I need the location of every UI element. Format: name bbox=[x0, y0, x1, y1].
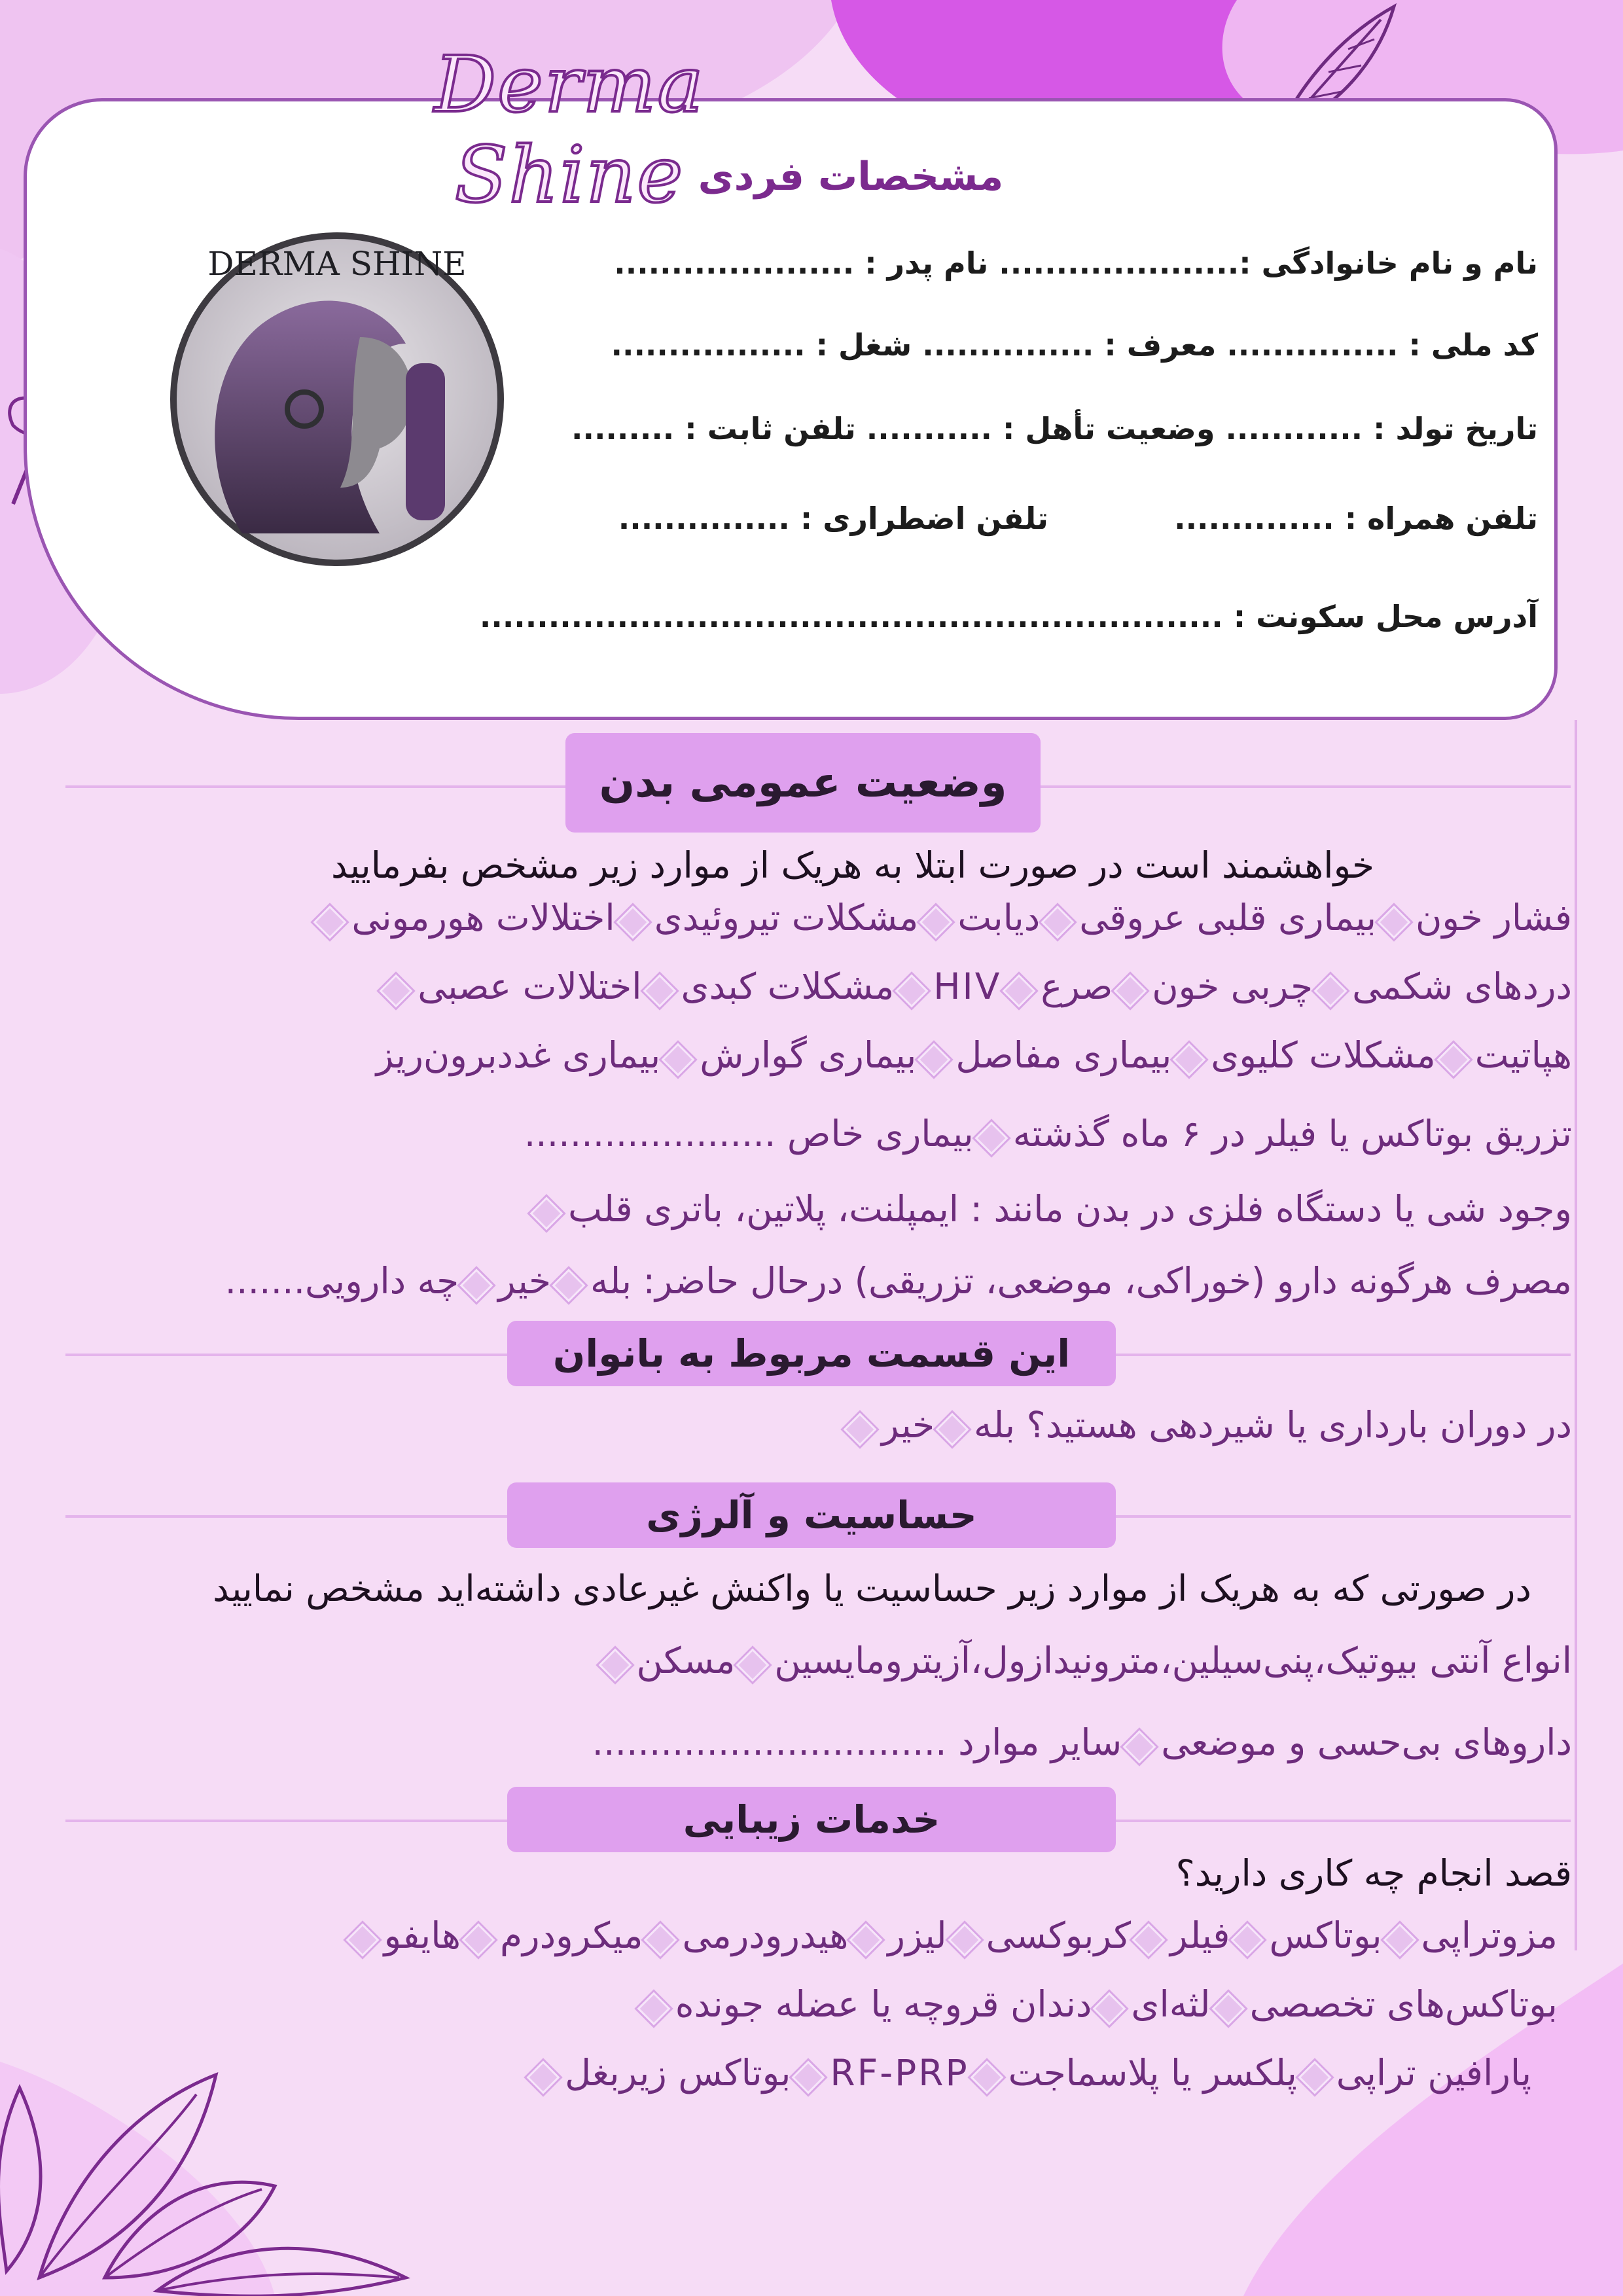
checkbox[interactable] bbox=[666, 1043, 694, 1072]
checkbox-yes[interactable] bbox=[940, 1413, 969, 1442]
health-row-2 bbox=[378, 965, 1572, 1007]
checkbox[interactable] bbox=[1127, 1731, 1156, 1759]
item-label: فیلر bbox=[1170, 1914, 1230, 1956]
item-label: مشکلات کبدی bbox=[681, 965, 895, 1007]
field-row-birth[interactable]: تاریخ تولد : ............ وضعیت تأهل : ........... تلفن ثابت : ......... bbox=[571, 411, 1538, 446]
item-label: بیماری گوارش bbox=[700, 1034, 917, 1076]
item-label: مسکن bbox=[636, 1640, 736, 1681]
item-label: تزریق بوتاکس یا فیلر در ۶ ماه گذشته bbox=[1012, 1113, 1572, 1155]
item-label: کربوکسی bbox=[986, 1914, 1131, 1956]
item-label: دندان قروچه یا عضله جونده bbox=[675, 1983, 1092, 2025]
checkbox[interactable] bbox=[1136, 1924, 1165, 1952]
item-label[interactable]: سایر موارد ............................... bbox=[592, 1721, 1122, 1763]
checkbox[interactable] bbox=[1235, 1924, 1264, 1952]
allergy-row-1 bbox=[597, 1640, 1572, 1681]
item-label: RF-PRP bbox=[830, 2052, 969, 2094]
allergy-intro: در صورتی که به هریک از موارد زیر حساسیت یا واکنش غیرعادی داشته‌اید مشخص نمایید bbox=[213, 1568, 1531, 1609]
beauty-row-3 bbox=[526, 2052, 1531, 2094]
checkbox[interactable] bbox=[1318, 975, 1347, 1003]
logo-text: DERMA SHINE bbox=[207, 245, 467, 283]
checkbox[interactable] bbox=[531, 2061, 560, 2090]
item-label: اختلالات هورمونی bbox=[351, 897, 615, 939]
checkbox[interactable] bbox=[641, 1992, 670, 2021]
checkbox[interactable] bbox=[534, 1197, 563, 1226]
item-label: دیابت bbox=[957, 897, 1041, 939]
field-row-address[interactable]: آدرس محل سکونت : ................................................................. bbox=[479, 599, 1538, 634]
item-label: پلکسر یا پلاسماجت bbox=[1008, 2052, 1297, 2094]
item-label: بیماری غددبرون‌ریز bbox=[376, 1034, 661, 1076]
item-label: انواع آنتی بیوتیک،پنی‌سیلین،مترونیدازول،آزیترومایسین bbox=[774, 1640, 1572, 1681]
item-label: در دوران بارداری یا شیردهی هستید؟ بله bbox=[974, 1404, 1572, 1446]
checkbox[interactable] bbox=[796, 2061, 825, 2090]
allergy-row-2 bbox=[592, 1721, 1572, 1763]
brand-logo bbox=[164, 226, 510, 573]
checkbox[interactable] bbox=[740, 1649, 769, 1677]
item-label: خیر bbox=[498, 1260, 552, 1302]
checkbox[interactable] bbox=[974, 2061, 1003, 2090]
item-label: چربی خون bbox=[1152, 965, 1313, 1007]
general-health-intro: خواهشمند است در صورت ابتلا به هریک از موارد زیر مشخص بفرمایید bbox=[330, 844, 1374, 886]
health-row-5 bbox=[529, 1188, 1572, 1230]
health-row-6 bbox=[225, 1260, 1572, 1302]
item-label: وجود شی یا دستگاه فلزی در بدن مانند : ایمپلنت، پلاتین، باتری قلب bbox=[568, 1188, 1572, 1230]
checkbox[interactable] bbox=[647, 975, 676, 1003]
item-label: مزوتراپی bbox=[1421, 1914, 1558, 1956]
item-label: دردهای شکمی bbox=[1352, 965, 1572, 1007]
item-label: مشکلات تیروئیدی bbox=[654, 897, 919, 939]
checkbox[interactable] bbox=[952, 1924, 981, 1952]
checkbox[interactable] bbox=[1441, 1043, 1470, 1072]
brand-title: Derma Shine bbox=[434, 39, 705, 220]
item-label: صرع bbox=[1041, 965, 1113, 1007]
checkbox[interactable] bbox=[648, 1924, 677, 1952]
checkbox[interactable] bbox=[1302, 2061, 1331, 2090]
checkbox[interactable] bbox=[1045, 906, 1074, 935]
checkbox[interactable] bbox=[1118, 975, 1147, 1003]
leaves-decoration bbox=[0, 1990, 471, 2296]
checkbox[interactable] bbox=[620, 906, 649, 935]
checkbox-no[interactable] bbox=[464, 1269, 493, 1298]
item-label: خیر bbox=[882, 1404, 935, 1446]
checkbox[interactable] bbox=[1387, 1924, 1416, 1952]
checkbox[interactable] bbox=[979, 1122, 1008, 1151]
item-label: بیماری مفاصل bbox=[955, 1034, 1172, 1076]
item-label: هیدرودرمی bbox=[682, 1914, 849, 1956]
checkbox[interactable] bbox=[1097, 1992, 1126, 2021]
checkbox[interactable] bbox=[921, 1043, 950, 1072]
checkbox[interactable] bbox=[1216, 1992, 1245, 2021]
checkbox[interactable] bbox=[853, 1924, 882, 1952]
personal-info-title: مشخصات فردی bbox=[698, 154, 1004, 200]
women-question-row bbox=[842, 1404, 1572, 1446]
item-label: بوتاکس‌های تخصصی bbox=[1249, 1983, 1558, 2025]
item-label: لثه‌ای bbox=[1131, 1983, 1211, 2025]
item-label: لیزر bbox=[887, 1914, 947, 1956]
item-label: اختلالات عصبی bbox=[418, 965, 642, 1007]
item-label: HIV bbox=[933, 965, 1002, 1007]
beauty-row-1 bbox=[345, 1914, 1558, 1956]
checkbox[interactable] bbox=[383, 975, 412, 1003]
item-label: بوتاکس bbox=[1269, 1914, 1382, 1956]
health-row-4 bbox=[524, 1113, 1572, 1155]
checkbox[interactable] bbox=[317, 906, 346, 935]
beauty-section-title: خدمات زیبایی bbox=[507, 1787, 1116, 1852]
allergy-section-title: حساسیت و آلرژی bbox=[507, 1482, 1116, 1548]
field-row-phone[interactable]: تلفن همراه : .............. تلفن اضطراری : ............... bbox=[618, 501, 1538, 536]
item-label[interactable]: چه دارویی....... bbox=[224, 1260, 459, 1302]
item-label: بوتاکس زیربغل bbox=[565, 2052, 791, 2094]
checkbox-no[interactable] bbox=[847, 1413, 876, 1442]
beauty-row-2 bbox=[636, 1983, 1558, 2025]
checkbox[interactable] bbox=[1007, 975, 1035, 1003]
item-label[interactable]: بیماری خاص ...................... bbox=[524, 1113, 974, 1155]
women-section-title: این قسمت مربوط به بانوان bbox=[507, 1321, 1116, 1386]
checkbox-yes[interactable] bbox=[556, 1269, 585, 1298]
item-label: مشکلات کلیوی bbox=[1211, 1034, 1436, 1076]
item-label: مصرف هرگونه دارو (خوراکی، موضعی، تزریقی) درحال حاضر: بله bbox=[590, 1260, 1572, 1302]
checkbox[interactable] bbox=[923, 906, 952, 935]
health-row-3 bbox=[376, 1034, 1572, 1076]
checkbox[interactable] bbox=[899, 975, 928, 1003]
item-label: میکرودرم bbox=[499, 1914, 643, 1956]
checkbox[interactable] bbox=[466, 1924, 495, 1952]
checkbox[interactable] bbox=[350, 1924, 379, 1952]
item-label: پارافین تراپی bbox=[1336, 2052, 1531, 2094]
item-label: هپاتیت bbox=[1474, 1034, 1572, 1076]
item-label: فشار خون bbox=[1416, 897, 1572, 939]
checkbox[interactable] bbox=[603, 1649, 632, 1677]
checkbox[interactable] bbox=[1177, 1043, 1205, 1072]
item-label: داروهای بی‌حسی و موضعی bbox=[1161, 1721, 1572, 1763]
field-row-name[interactable]: نام و نام خانوادگی :..................... نام پدر : ..................... bbox=[614, 245, 1538, 281]
general-health-title: وضعیت عمومی بدن bbox=[565, 733, 1041, 833]
item-label: هایفو bbox=[383, 1914, 461, 1956]
beauty-question: قصد انجام چه کاری دارید؟ bbox=[1175, 1852, 1572, 1894]
item-label: بیماری قلبی عروقی bbox=[1079, 897, 1377, 939]
checkbox[interactable] bbox=[1382, 906, 1410, 935]
field-row-id[interactable]: کد ملی : ............... معرف : ............... شغل : ................. bbox=[611, 327, 1538, 363]
health-row-1 bbox=[312, 897, 1572, 939]
